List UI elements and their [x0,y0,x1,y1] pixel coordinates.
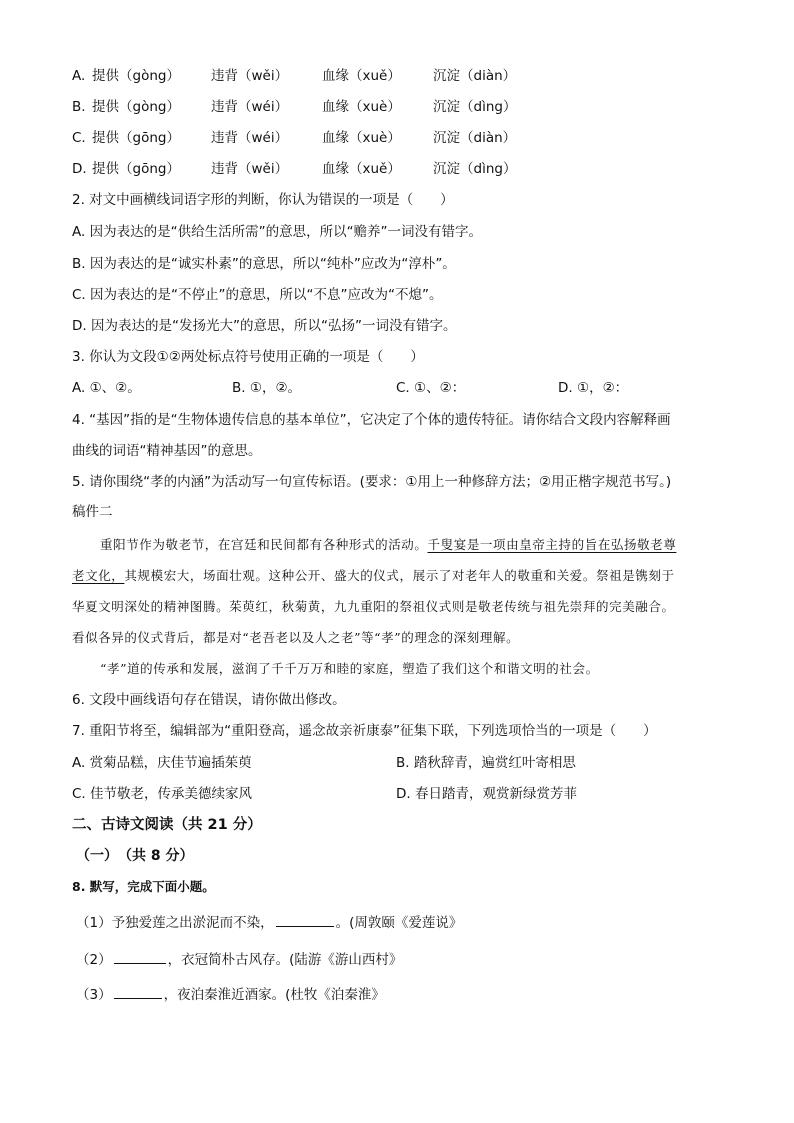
answer-blank[interactable] [114,949,166,964]
option-letter: B. [72,99,86,115]
option-letter: A. [72,68,86,84]
question-5-stem: 5. 请你围绕“孝的内涵”为活动写一句宣传标语。(要求：①用上一种修辞方法；②用正楷字规范书写。) [72,474,672,490]
item-text: ，夜泊秦淮近酒家。(杜牧《泊秦淮》 [163,987,385,1003]
pinyin-cell: 沉淀（diàn） [433,68,517,84]
question-4-line-1: 4. “基因”指的是“生物体遗传信息的基本单位”，它决定了个体的遗传特征。请你结合文段内容解释画 [72,412,671,428]
section-2-heading: 二、古诗文阅读（共 21 分） [72,817,262,833]
question-3-option-c: C. ①、②： [396,380,466,396]
item-text: （1）予独爱莲之出淤泥而不染， [76,915,274,931]
question-7-stem: 7. 重阳节将至，编辑部为“重阳登高，遥念故亲祈康泰”征集下联，下列选项恰当的一项是（ ） [72,723,657,739]
question-7-option-a: A. 赏菊品糕，庆佳节遍插茱萸 [72,755,252,771]
passage-text: 重阳节作为敬老节，在宫廷和民间都有各种形式的活动。 [100,537,428,552]
passage-line-2 [72,566,675,586]
answer-blank[interactable] [114,984,162,999]
pinyin-cell: 提供（gòng） [92,68,180,84]
pinyin-cell: 违背（wéi） [211,130,289,146]
pinyin-cell: 血缘（xuě） [322,161,401,177]
question-7-option-d: D. 春日踏青，观赏新绿赏芳菲 [396,786,577,802]
passage-line-5: “孝”道的传承和发展，滋润了千千万万和睦的家庭，塑造了我们这个和谐文明的社会。 [100,661,599,676]
pinyin-cell: 血缘（xuè） [322,130,401,146]
pinyin-cell: 沉淀（diàn） [433,130,517,146]
item-text: ，衣冠简朴古风存。(陆游《游山西村》 [167,952,403,968]
question-2-option-b: B. 因为表达的是“诚实朴素”的意思，所以“纯朴”应改为“淳朴”。 [72,256,456,272]
pinyin-cell: 沉淀（dìng） [433,161,517,177]
pinyin-cell: 提供（gōng） [92,161,180,177]
underlined-sentence: 千叟宴是一项由皇帝主持的旨在弘扬敬老尊 [427,537,677,552]
passage-line-1 [100,535,676,555]
pinyin-cell: 提供（gòng） [92,99,180,115]
passage-line-4: 看似各异的仪式背后，都是对“老吾老以及人之老”等“孝”的理念的深刻理解。 [72,630,520,645]
item-text: 。(周敦颐《爱莲说》 [335,915,463,931]
item-text: （2） [76,952,112,968]
option-letter: C. [72,130,86,146]
pinyin-cell: 违背（wěi） [211,68,289,84]
question-7-option-c: C. 佳节敬老，传承美德续家风 [72,786,253,802]
pinyin-cell: 血缘（xuě） [322,68,401,84]
passage-line-3: 华夏文明深处的精神图腾。茱萸红，秋菊黄，九九重阳的祭祖仪式则是敬老传统与祖先崇拜的完美融合。 [72,599,675,614]
underlined-sentence: 老文化， [72,568,125,583]
pinyin-cell: 违背（wéi） [211,99,289,115]
draft-2-heading: 稿件二 [72,504,113,520]
subsection-1-heading: （一） （共 8 分） [76,848,194,864]
question-2-stem: 2. 对文中画横线词语字形的判断，你认为错误的一项是（ ） [72,192,454,208]
option-letter: D. [72,161,87,177]
question-2-option-c: C. 因为表达的是“不停止”的意思，所以“不息”应改为“不熄”。 [72,287,443,303]
pinyin-cell: 沉淀（dìng） [433,99,517,115]
answer-blank[interactable] [276,912,334,927]
item-text: （3） [76,987,112,1003]
pinyin-cell: 血缘（xuè） [322,99,401,115]
question-6-stem: 6. 文段中画线语句存在错误，请你做出修改。 [72,692,346,708]
question-8-item-3 [76,984,385,1005]
question-8-item-2 [76,949,402,970]
question-2-option-d: D. 因为表达的是“发扬光大”的意思，所以“弘扬”一词没有错字。 [72,318,457,334]
question-8-stem: 8. 默写，完成下面小题。 [72,879,215,894]
question-3-stem: 3. 你认为文段①②两处标点符号使用正确的一项是（ ） [72,349,424,365]
question-3-option-a: A. ①、②。 [72,380,141,396]
question-3-option-b: B. ①，②。 [232,380,302,396]
passage-text: 其规模宏大，场面壮观。这种公开、盛大的仪式，展示了对老年人的敬重和关爱。祭祖是镌刻于 [124,568,675,583]
question-4-line-2: 曲线的词语“精神基因”的意思。 [72,443,262,459]
pinyin-cell: 违背（wěi） [211,161,289,177]
question-3-option-d: D. ①，②： [558,380,629,396]
question-7-option-b: B. 踏秋辞青，遍赏红叶寄相思 [396,755,576,771]
question-2-option-a: A. 因为表达的是“供给生活所需”的意思，所以“赡养”一词没有错字。 [72,224,483,240]
question-8-item-1 [76,912,462,933]
pinyin-cell: 提供（gōng） [92,130,180,146]
